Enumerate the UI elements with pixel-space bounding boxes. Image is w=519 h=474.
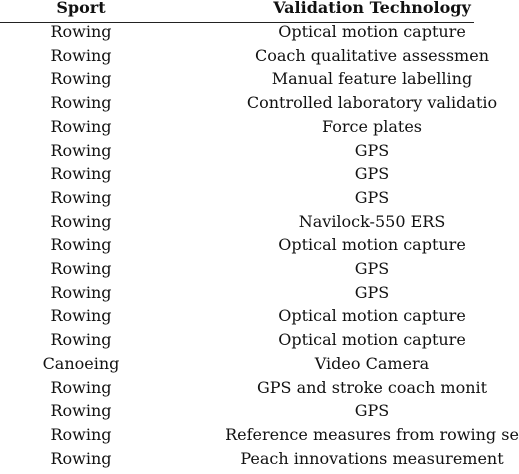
cell-sport: Rowing bbox=[50, 187, 112, 207]
cell-technology-label: Coach qualitative assessmen bbox=[255, 45, 489, 65]
cell-sport: Rowing bbox=[50, 424, 112, 444]
table-row bbox=[0, 186, 474, 210]
cell-sport: Rowing bbox=[50, 45, 112, 65]
cell-technology-label: Reference measures from rowing se bbox=[225, 424, 519, 444]
table-row bbox=[0, 233, 474, 257]
cell-sport: Rowing bbox=[50, 211, 112, 231]
table-row bbox=[0, 447, 504, 471]
cell-technology-label: GPS and stroke coach monit bbox=[256, 377, 488, 397]
cell-sport: Rowing bbox=[50, 259, 112, 278]
table-row bbox=[0, 423, 519, 447]
table-row bbox=[0, 44, 489, 68]
cell-technology-label: Optical motion capture bbox=[278, 306, 466, 326]
cell-sport: Canoeing bbox=[42, 353, 120, 373]
cell-technology-label: Navilock-550 ERS bbox=[298, 211, 446, 231]
table-row bbox=[0, 210, 474, 234]
cell-sport: Rowing bbox=[50, 282, 112, 302]
table-row bbox=[0, 376, 488, 400]
table-row bbox=[0, 281, 474, 305]
cell-technology-label: GPS bbox=[354, 187, 390, 207]
table-row bbox=[0, 399, 474, 423]
cell-sport: Rowing bbox=[50, 306, 112, 326]
table-row bbox=[0, 67, 474, 91]
cell-sport: Rowing bbox=[50, 235, 112, 255]
cell-sport: Rowing bbox=[50, 93, 112, 113]
cell-technology-label: Optical motion capture bbox=[278, 22, 466, 41]
header-sport: Sport bbox=[56, 0, 106, 17]
table-row bbox=[0, 162, 474, 186]
cell-sport: Rowing bbox=[50, 140, 112, 160]
cell-sport: Rowing bbox=[50, 330, 112, 350]
cell-sport: Rowing bbox=[50, 69, 112, 89]
table-row bbox=[0, 352, 474, 376]
table-row bbox=[0, 91, 498, 115]
table-row bbox=[0, 20, 474, 44]
cell-technology-label: Manual feature labelling bbox=[271, 69, 473, 89]
header-technology-label: Validation Technology bbox=[273, 0, 471, 17]
cell-technology-label: GPS bbox=[354, 140, 390, 160]
cell-sport: Rowing bbox=[50, 401, 112, 421]
cell-sport: Rowing bbox=[50, 116, 112, 136]
cell-technology-label: GPS bbox=[354, 401, 390, 421]
cell-sport: Rowing bbox=[50, 164, 112, 184]
cell-technology-label: Video Camera bbox=[314, 353, 430, 373]
table-row bbox=[0, 304, 474, 328]
table-row bbox=[0, 115, 474, 139]
cell-sport: Rowing bbox=[50, 22, 112, 41]
cell-technology-label: GPS bbox=[354, 164, 390, 184]
table-row bbox=[0, 257, 474, 281]
cell-technology-label: Optical motion capture bbox=[278, 330, 466, 350]
cell-technology-label: Force plates bbox=[321, 116, 423, 136]
cell-sport: Rowing bbox=[50, 448, 112, 468]
cell-sport: Rowing bbox=[50, 377, 112, 397]
table-header-row bbox=[0, 0, 474, 20]
cell-technology-label: Optical motion capture bbox=[278, 235, 466, 255]
table-row bbox=[0, 139, 474, 163]
cell-technology-label: Controlled laboratory validatio bbox=[246, 93, 498, 113]
cell-technology-label: Peach innovations measurement bbox=[240, 448, 504, 468]
cell-technology-label: GPS bbox=[354, 259, 390, 278]
table-row bbox=[0, 328, 474, 352]
cell-technology-label: GPS bbox=[354, 282, 390, 302]
